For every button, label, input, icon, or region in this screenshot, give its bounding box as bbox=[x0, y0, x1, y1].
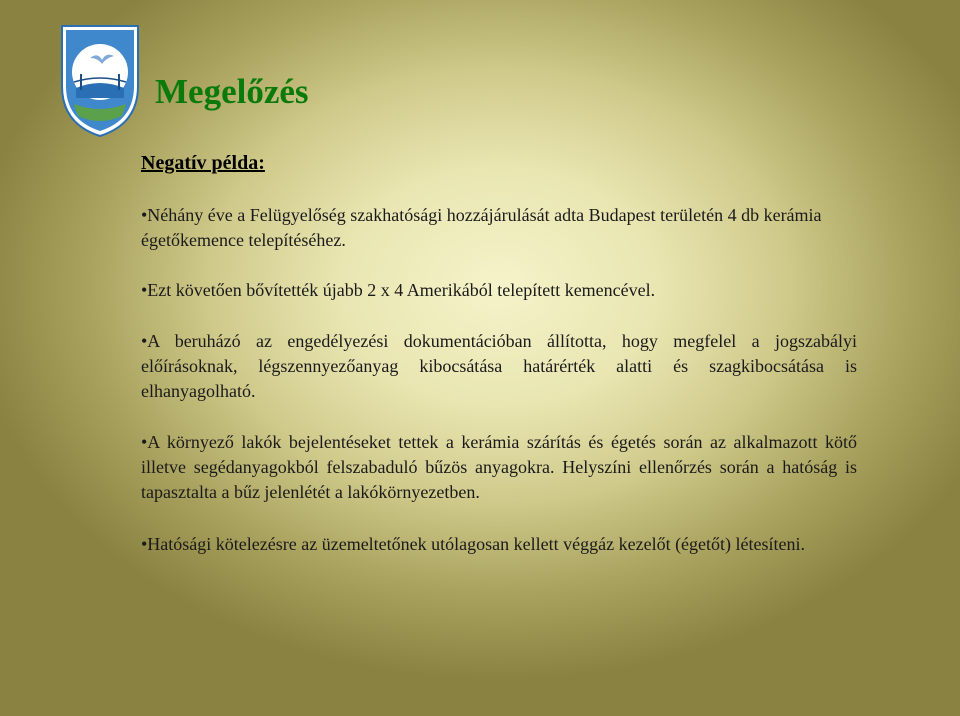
agency-logo-emblem bbox=[60, 24, 140, 138]
slide-title: Megelőzés bbox=[155, 72, 309, 111]
slide-subheading: Negatív példa: bbox=[141, 152, 265, 174]
bullet-paragraph-3: •A beruházó az engedélyezési dokumentációban állította, hogy megfelel a jogszabályi előírásoknak, légszennyezőanyag kibocsátása határérték alatti és szagkibocsátása is elhanyagolható. bbox=[141, 331, 857, 401]
bullet-paragraph-1: •Néhány éve a Felügyelőség szakhatósági hozzájárulását adta Budapest területén 4 db kerámia égetőkemence telepítéséhez. bbox=[141, 205, 822, 250]
agency-logo bbox=[60, 24, 140, 138]
bullet-paragraph-2: •Ezt követően bővítették újabb 2 x 4 Amerikából telepített kemencével. bbox=[141, 280, 656, 300]
bullet-paragraph-4: •A környező lakók bejelentéseket tettek a kerámia szárítás és égetés során az alkalmazott kötő illetve segédanyagokból felszabaduló bűzös anyagokra. Helyszíni ellenőrzés során a hatóság is tapasztalta a bűz jelenlétét a lakókörnyezetben. bbox=[141, 432, 857, 502]
bullet-paragraph-5: •Hatósági kötelezésre az üzemeltetőnek utólagosan kellett véggáz kezelőt (égetőt) létesíteni. bbox=[141, 534, 806, 554]
